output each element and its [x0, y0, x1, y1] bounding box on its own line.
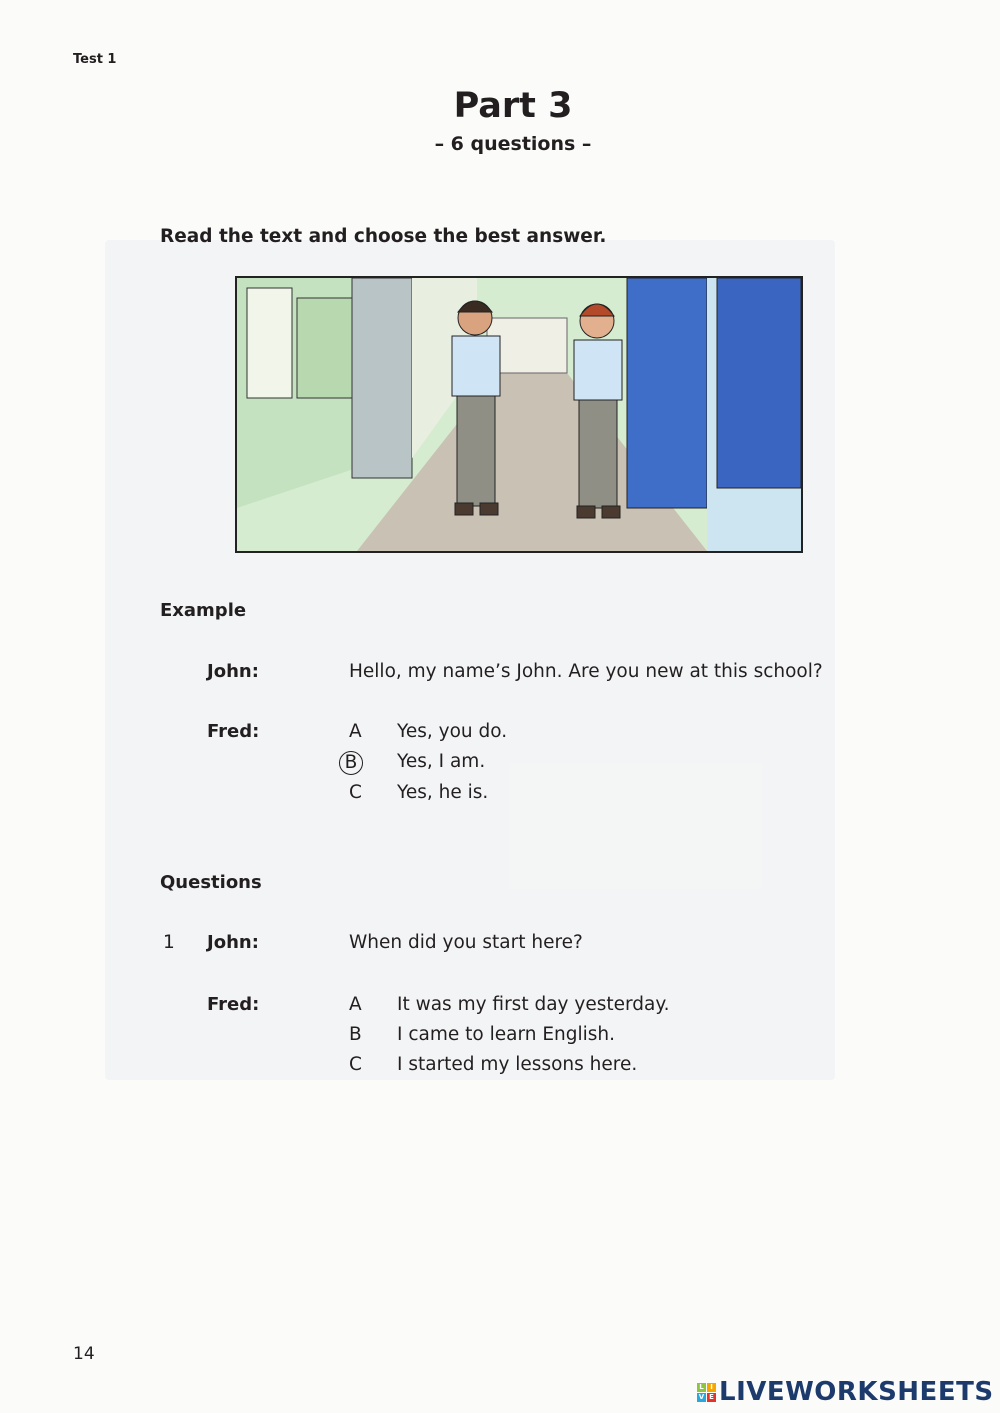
- example-question: Hello, my name’s John. Are you new at this school?: [349, 661, 823, 682]
- example-heading: Example: [160, 600, 247, 621]
- question-text: When did you start here?: [349, 932, 583, 953]
- example-speaker-john: John:: [207, 661, 259, 682]
- school-corridor-illustration: [235, 276, 803, 553]
- page-title: Part 3: [453, 86, 573, 126]
- test-label: Test 1: [73, 52, 117, 67]
- page-number: 14: [73, 1344, 95, 1364]
- example-option-text-b: Yes, I am.: [397, 751, 486, 772]
- option-text-a[interactable]: It was my first day yesterday.: [397, 994, 670, 1015]
- example-speaker-fred: Fred:: [207, 721, 260, 742]
- option-letter-a[interactable]: A: [349, 994, 362, 1015]
- example-option-text-c: Yes, he is.: [397, 782, 489, 803]
- logo-letter: L: [697, 1383, 706, 1392]
- logo-letter: E: [707, 1393, 716, 1402]
- logo-letter: I: [707, 1383, 716, 1392]
- example-option-letter-c: C: [349, 782, 362, 803]
- option-letter-c[interactable]: C: [349, 1054, 362, 1075]
- example-option-text-a: Yes, you do.: [397, 721, 508, 742]
- liveworksheets-logo-icon: [697, 1383, 716, 1402]
- question-speaker-fred: Fred:: [207, 994, 260, 1015]
- option-letter-b[interactable]: B: [349, 1024, 362, 1045]
- questions-heading: Questions: [160, 872, 262, 893]
- option-text-b[interactable]: I came to learn English.: [397, 1024, 616, 1045]
- example-option-letter-b-circled: [344, 751, 363, 775]
- question-speaker-john: John:: [207, 932, 259, 953]
- instruction: Read the text and choose the best answer.: [160, 226, 607, 247]
- option-text-c[interactable]: I started my lessons here.: [397, 1054, 638, 1075]
- answer-circle: B: [339, 751, 363, 775]
- page-subtitle: – 6 questions –: [434, 133, 592, 155]
- liveworksheets-brand: LIVEWORKSHEETS: [719, 1377, 994, 1407]
- logo-letter: V: [698, 1392, 705, 1401]
- question-number: 1: [163, 932, 175, 953]
- example-option-letter-a: A: [349, 721, 362, 742]
- liveworksheets-logo: [697, 1377, 994, 1407]
